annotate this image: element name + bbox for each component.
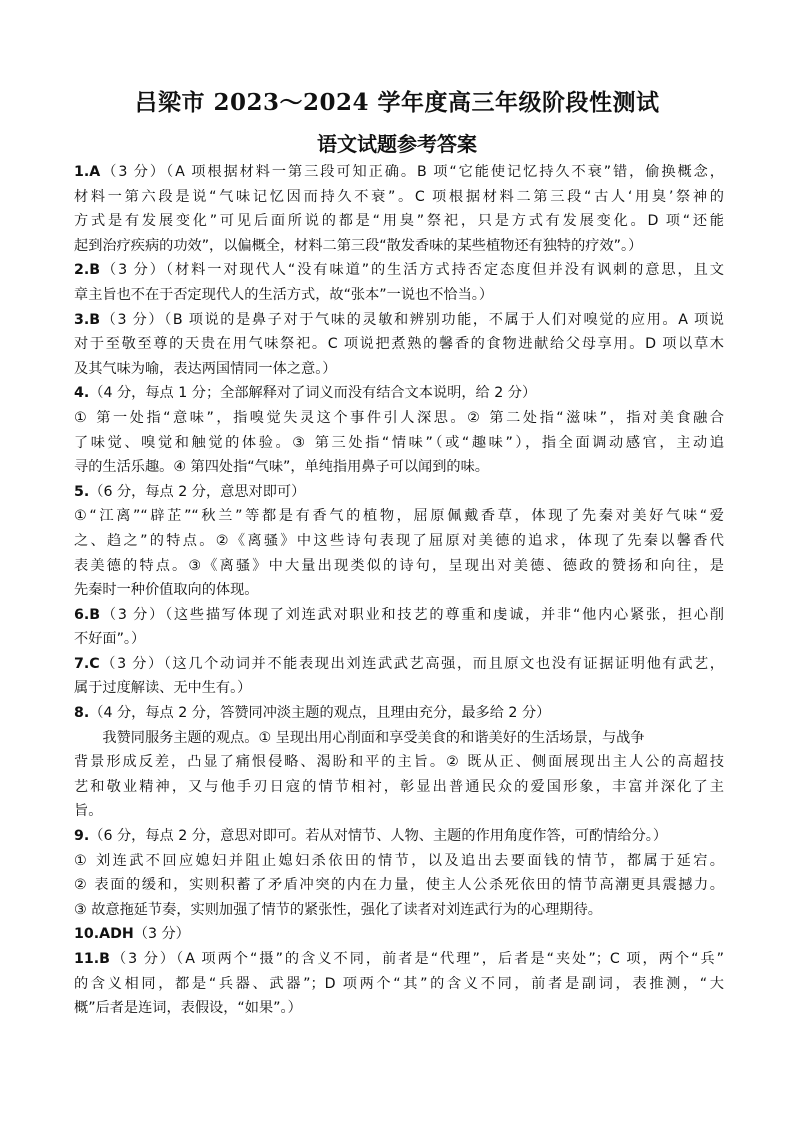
answer-text: （3 分） [133, 926, 190, 943]
answer-text: （3 分）（B 项说的是鼻子对于气味的灵敏和辨别功能，不属于人们对嗅觉的应用。A 项说 [100, 311, 724, 328]
answer-text: （3 分）（材料一对现代人“没有味道”的生活方式持否定态度但并没有讽刺的意思，且文 [100, 262, 724, 279]
question-number: 9. [74, 828, 90, 845]
answer-text: 章主旨也不在于否定现代人的生活方式，故“张本”一说也不恰当。） [74, 286, 494, 303]
answer-line [74, 480, 724, 505]
answer-line [74, 455, 724, 480]
answer-text: 及其气味为喻，表达两国情同一体之意。） [74, 360, 337, 377]
answer-line [74, 332, 724, 357]
answer-text: 背景形成反差，凸显了痛恨侵略、渴盼和平的主旨。② 既从正、侧面展现出主人公的高超技 [74, 754, 724, 771]
question-number: 6.B [74, 606, 101, 623]
question-number: 1.A [74, 164, 101, 180]
answer-line [74, 676, 724, 701]
question-number: 8. [74, 705, 90, 722]
question-number: 11.B [74, 951, 110, 967]
answer-line [74, 922, 724, 947]
answer-line [74, 873, 724, 898]
answer-line [74, 849, 724, 874]
answer-text: ① 第一处指“意味”，指嗅觉失灵这个事件引人深思。② 第二处指“滋味”，指对美食融合 [74, 409, 724, 426]
answer-line [74, 406, 724, 431]
answer-text: （6 分，每点 2 分，意思对即可） [89, 483, 306, 500]
answer-text: 属于过度解读、无中生有。） [74, 680, 252, 697]
question-number: 10.ADH [74, 926, 134, 943]
answer-line [74, 603, 724, 628]
answer-line [74, 972, 724, 997]
answer-text: 旨。 [74, 803, 103, 820]
answer-line [74, 799, 724, 824]
question-number: 3.B [74, 311, 101, 328]
answer-line [74, 578, 724, 603]
answer-text: ③ 故意拖延节奏，实则加强了情节的紧张性，强化了读者对刘连武行为的心理期待。 [74, 901, 602, 918]
answer-line [74, 431, 724, 456]
answer-text: 先秦时一种价值取向的体现。 [74, 582, 259, 599]
answer-line [74, 996, 724, 1021]
answer-line [74, 504, 724, 529]
answer-line [74, 185, 724, 210]
answer-content [74, 160, 724, 1021]
answer-line [74, 726, 724, 751]
answer-line [74, 947, 724, 972]
answer-text: ② 表面的缓和，实则积蓄了矛盾冲突的内在力量，使主人公杀死依田的情节高潮更具震撼力。 [74, 877, 724, 894]
answer-text: 之、趋之”的特点。②《离骚》中这些诗句表现了屈原对美德的追求，体现了先秦以馨香代 [74, 532, 724, 549]
answer-line [74, 529, 724, 554]
answer-text: 材料一第六段是说“气味记忆因而持久不衰”。C 项根据材料二第三段“古人‘用臭’祭神的 [74, 188, 724, 205]
answer-text: 对于至敬至尊的天贵在用气味祭祀。C 项说把煮熟的馨香的食物进献给父母享用。D 项以草木 [74, 336, 724, 353]
answer-text: （3 分）（A 项两个“摄”的含义不同，前者是“代理”，后者是“夹处”；C 项，两个“兵” [109, 951, 724, 967]
answer-line [74, 308, 724, 333]
answer-text: 不好面”。） [74, 631, 146, 648]
answer-text: ① 刘连武不回应媳妇并阻止媳妇杀依田的情节，以及追出去要面钱的情节，都属于延宕。 [74, 852, 724, 869]
answer-text: 了味觉、嗅觉和触觉的体验。③ 第三处指“情味”（或“趣味”），指全面调动感官，主动追 [74, 434, 724, 451]
answer-line [74, 234, 724, 259]
question-number: 5. [74, 483, 90, 500]
answer-text: （3 分）（这些描写体现了刘连武对职业和技艺的尊重和虔诚，并非“他内心紧张，担心削 [100, 606, 724, 623]
answer-line [74, 898, 724, 923]
answer-line [74, 357, 724, 382]
answer-text: （4 分，每点 2 分，答赞同冲淡主题的观点，且理由充分，最多给 2 分） [89, 705, 551, 722]
answer-line [74, 652, 724, 677]
answer-text: 寻的生活乐趣。④ 第四处指“气味”，单纯指用鼻子可以闻到的味。 [74, 459, 489, 476]
answer-line [74, 701, 724, 726]
question-number: 2.B [74, 262, 101, 279]
answer-line [74, 209, 724, 234]
answer-text: ①“江离”“辟芷”“秋兰”等都是有香气的植物，屈原佩戴香草，体现了先秦对美好气味“爱 [74, 508, 724, 525]
answer-text: （4 分，每点 1 分；全部解释对了词义而没有结合文本说明，给 2 分） [89, 385, 537, 402]
answer-line [74, 160, 724, 185]
answer-text: 我赞同服务主题的观点。① 呈现出用心削面和享受美食的和谐美好的生活场景，与战争 [74, 729, 645, 746]
answer-text: （3 分）（A 项根据材料一第三段可知正确。B 项“它能使记忆持久不衰”错，偷换概念， [100, 164, 724, 180]
answer-line [74, 627, 724, 652]
question-number: 7.C [74, 655, 100, 672]
answer-text: 起到治疗疾病的功效”，以偏概全，材料二第三段“散发香味的某些植物还有独特的疗效”。） [74, 237, 643, 254]
answer-line [74, 381, 724, 406]
answer-line [74, 775, 724, 800]
page-subtitle: 语文试题参考答案 [317, 132, 477, 156]
answer-line [74, 750, 724, 775]
answer-text: 的含义相同，都是“兵器、武器”；D 项两个“其”的含义不同，前者是副词，表推测，“大 [74, 975, 724, 992]
answer-line [74, 824, 724, 849]
answer-text: 方式是有发展变化”可见后面所说的都是“用臭”祭祀，只是方式有发展变化。D 项“还能 [74, 213, 724, 230]
page-title: 吕梁市 2023～2024 学年度高三年级阶段性测试 [134, 89, 660, 116]
answer-line [74, 554, 724, 579]
answer-line [74, 258, 724, 283]
answer-text: （6 分，每点 2 分，意思对即可。若从对情节、人物、主题的作用角度作答，可酌情给分。） [89, 828, 668, 845]
question-number: 4. [74, 385, 90, 402]
answer-text: 概”后者是连词，表假设，“如果”。） [74, 1000, 302, 1017]
answer-line [74, 283, 724, 308]
answer-text: 艺和敬业精神，又与他手刃日寇的情节相衬，彰显出普通民众的爱国形象，丰富并深化了主 [74, 778, 724, 795]
answer-text: 表美德的特点。③《离骚》中大量出现类似的诗句，呈现出对美德、德政的赞扬和向往，是 [74, 557, 724, 574]
answer-text: （3 分）（这几个动词并不能表现出刘连武武艺高强，而且原文也没有证据证明他有武艺， [99, 655, 724, 672]
